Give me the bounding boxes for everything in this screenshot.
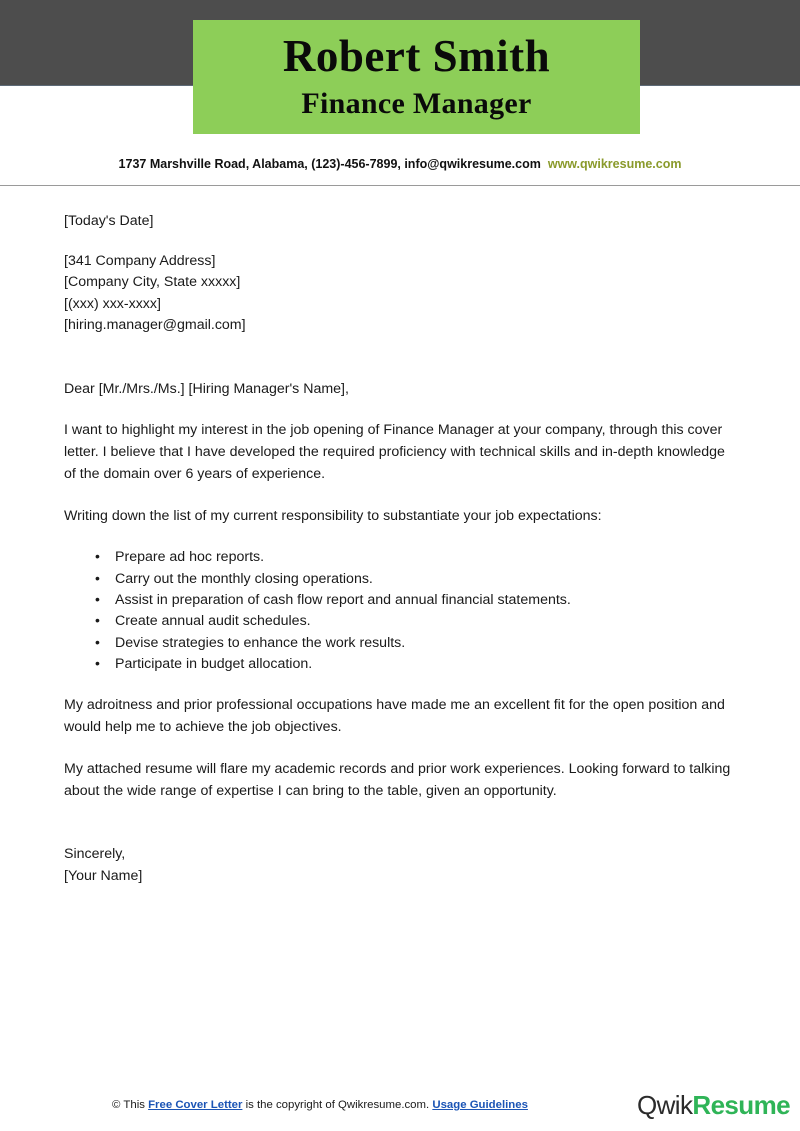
- page-title: Robert Smith: [282, 31, 551, 81]
- paragraph-closing: My attached resume will flare my academic records and prior work experiences. Looking forward to talking about the wide range of expertise I can bring to the table, given an opportunity.: [64, 760, 731, 799]
- duties-list: [64, 547, 736, 675]
- copyright-middle: is the copyright of Qwikresume.com.: [242, 1099, 433, 1111]
- date-placeholder: [Today's Date]: [64, 213, 154, 229]
- contact-line: [0, 155, 800, 173]
- recipient-address-line: [(xxx) xxx-xxxx]: [64, 295, 161, 312]
- header-divider: [0, 185, 800, 186]
- name-title-box: [193, 20, 640, 134]
- salutation: Dear [Mr./Mrs./Ms.] [Hiring Manager's Name],: [64, 380, 349, 397]
- list-item: • Devise strategies to enhance the work results.: [95, 633, 736, 654]
- recipient-address-line: [Company City, State xxxxx]: [64, 274, 241, 290]
- list-item: • Create annual audit schedules.: [95, 611, 736, 632]
- recipient-address-block: [64, 251, 736, 337]
- contact-details: 1737 Marshville Road, Alabama, (123)-456-7899, info@qwikresume.com: [118, 157, 541, 171]
- signature-placeholder: [Your Name]: [64, 867, 143, 884]
- paragraph-fit: My adroitness and prior professional occupations have made me an excellent fit for the open position and would help me to achieve the job objectives.: [64, 697, 725, 736]
- copyright-prefix: © This: [112, 1099, 149, 1111]
- list-item: • Prepare ad hoc reports.: [95, 547, 736, 568]
- free-cover-letter-link[interactable]: Free Cover Letter: [148, 1099, 243, 1111]
- job-title: Finance Manager: [301, 87, 532, 120]
- list-item: • Carry out the monthly closing operations.: [95, 569, 736, 590]
- paragraph-intro: I want to highlight my interest in the job opening of Finance Manager at your company, through this cover letter. I believe that I have developed the required proficiency with technical skills and in-depth knowledge of the domain over 6 years of experience.: [64, 422, 725, 482]
- closing-salutation: Sincerely,: [64, 846, 126, 863]
- logo-text-qwik: Qwik: [637, 1090, 693, 1120]
- list-item: • Participate in budget allocation.: [95, 654, 736, 675]
- website-link[interactable]: www.qwikresume.com: [547, 157, 682, 171]
- recipient-address-line: [341 Company Address]: [64, 252, 216, 269]
- paragraph-responsibilities-intro: Writing down the list of my current responsibility to substantiate your job expectations:: [64, 507, 602, 524]
- logo-text-resume: Resume: [692, 1090, 790, 1120]
- usage-guidelines-link[interactable]: Usage Guidelines: [432, 1099, 528, 1111]
- letter-body: [64, 211, 736, 887]
- recipient-address-line: [hiring.manager@gmail.com]: [64, 317, 246, 333]
- list-item: • Assist in preparation of cash flow report and annual financial statements.: [95, 590, 736, 611]
- qwikresume-logo[interactable]: [637, 1088, 790, 1122]
